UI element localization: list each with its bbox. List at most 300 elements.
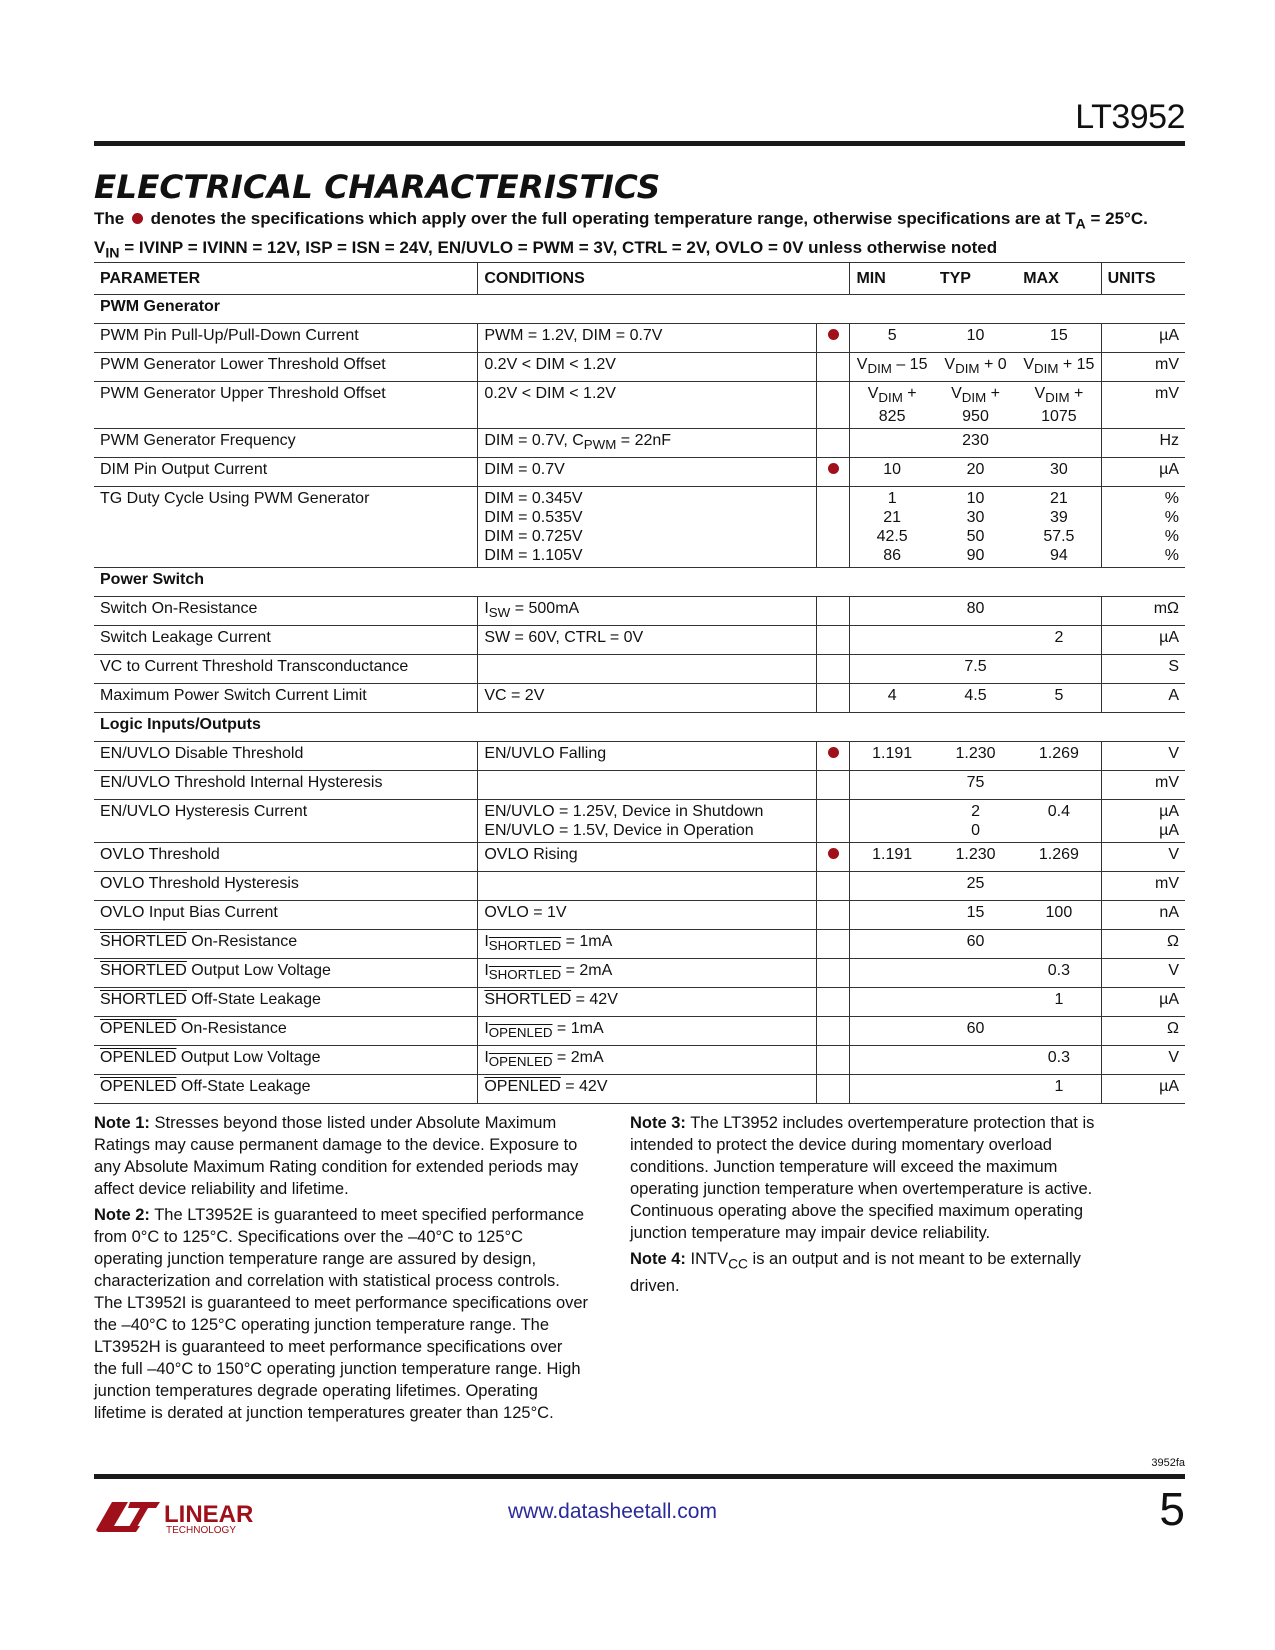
bottom-rule	[94, 1474, 1185, 1479]
param-overline: SHORTLED	[100, 933, 187, 951]
cell-conditions	[478, 429, 817, 458]
cell-parameter: OVLO Threshold	[94, 843, 478, 872]
cell-max: 0.3	[1017, 1046, 1101, 1075]
group-label: Logic Inputs/Outputs	[94, 713, 1185, 742]
value-tail: + 15	[1058, 356, 1095, 373]
cell-min	[850, 1075, 934, 1104]
table-row	[94, 988, 1185, 1017]
cell-min	[850, 901, 934, 930]
intro-line-1	[94, 207, 1189, 236]
cell-line: %	[1164, 490, 1179, 508]
top-rule	[94, 141, 1185, 146]
table-row	[94, 800, 1185, 843]
table-row	[94, 487, 1185, 568]
cell-line: 1075	[1041, 408, 1077, 426]
cell-line: 57.5	[1043, 528, 1075, 546]
cell-max	[1017, 487, 1101, 568]
cell-line: EN/UVLO = 1.5V, Device in Operation	[484, 822, 754, 840]
electrical-characteristics-table	[94, 262, 1185, 1104]
linear-technology-logo	[94, 1496, 254, 1536]
cell-parameter: PWM Generator Upper Threshold Offset	[94, 382, 478, 429]
cell-unit: A	[1101, 684, 1185, 713]
cell-typ: 7.5	[934, 655, 1017, 684]
note-4	[630, 1248, 1130, 1297]
cell-unit: Ω	[1101, 930, 1185, 959]
param-text: Output Low Voltage	[186, 962, 331, 980]
cell-max: 1.269	[1017, 843, 1101, 872]
cond-sub: OPENLED	[488, 1054, 553, 1070]
table-row	[94, 742, 1185, 771]
cell-max	[1017, 429, 1101, 458]
cell-line: 90	[966, 547, 985, 565]
cond-tail: = 1mA	[552, 1020, 604, 1038]
cell-min	[850, 988, 934, 1017]
cell-unit: V	[1101, 843, 1185, 872]
cell-unit: µA	[1101, 324, 1185, 353]
param-overline: OPENLED	[100, 1078, 177, 1096]
cond-tail: = 2mA	[552, 1049, 604, 1067]
cell-unit: Ω	[1101, 1017, 1185, 1046]
cell-min: 5	[850, 324, 934, 353]
group-row	[94, 295, 1185, 324]
cell-temp-range-marker	[816, 901, 850, 930]
cell-conditions	[478, 1075, 817, 1104]
cell-temp-range-marker	[816, 930, 850, 959]
table-header-row	[94, 263, 1185, 295]
cell-line: DIM = 0.725V	[484, 528, 583, 546]
cell-line: 94	[1049, 547, 1068, 565]
cell-temp-range-marker	[816, 1017, 850, 1046]
part-number: LT3952	[1075, 98, 1185, 136]
cell-max: 1	[1017, 988, 1101, 1017]
cell-conditions	[478, 487, 817, 568]
cell-temp-range-marker	[816, 353, 850, 382]
cell-typ: 10	[934, 324, 1017, 353]
cell-unit	[1101, 800, 1185, 843]
cell-max	[1017, 930, 1101, 959]
document-number: 3952fa	[1151, 1457, 1185, 1469]
cell-max: 100	[1017, 901, 1101, 930]
cell-min: 10	[850, 458, 934, 487]
cell-parameter	[94, 930, 478, 959]
bullet-icon	[828, 329, 839, 340]
table-row	[94, 458, 1185, 487]
group-row	[94, 568, 1185, 597]
table-row	[94, 324, 1185, 353]
cell-parameter	[94, 1017, 478, 1046]
cell-typ: 4.5	[934, 684, 1017, 713]
cell-line: %	[1164, 509, 1179, 527]
cell-unit: µA	[1101, 626, 1185, 655]
table-row	[94, 930, 1185, 959]
intro-text-c: = 25°C.	[1085, 209, 1148, 228]
value-tail: + 0	[979, 356, 1007, 373]
cond-tail: = 1mA	[561, 933, 613, 951]
cell-parameter: OVLO Input Bias Current	[94, 901, 478, 930]
cell-typ: 1.230	[934, 742, 1017, 771]
intro-vin: V	[94, 238, 106, 258]
cell-parameter: DIM Pin Output Current	[94, 458, 478, 487]
header-typ: TYP	[934, 263, 1017, 295]
cell-conditions	[478, 597, 817, 626]
cell-line: DIM = 1.105V	[484, 547, 583, 565]
cell-temp-range-marker	[816, 458, 850, 487]
table-row	[94, 626, 1185, 655]
cell-line: 2	[971, 803, 980, 821]
value-var: V	[944, 356, 956, 373]
cell-conditions	[478, 771, 817, 800]
cell-max	[1017, 382, 1101, 429]
cell-line: 21	[1049, 490, 1068, 508]
intro-text	[94, 207, 1189, 266]
cell-temp-range-marker	[816, 429, 850, 458]
cell-typ: 230	[934, 429, 1017, 458]
cell-min: 1.191	[850, 843, 934, 872]
table-row	[94, 684, 1185, 713]
cell-unit: V	[1101, 959, 1185, 988]
table-row	[94, 429, 1185, 458]
cell-parameter: TG Duty Cycle Using PWM Generator	[94, 487, 478, 568]
cell-temp-range-marker	[816, 988, 850, 1017]
cell-typ: 1.230	[934, 843, 1017, 872]
cell-line: %	[1164, 547, 1179, 565]
cell-typ	[934, 988, 1017, 1017]
cell-line	[856, 355, 927, 378]
param-overline: SHORTLED	[100, 962, 187, 980]
logo-subtext: TECHNOLOGY	[166, 1525, 237, 1536]
header-conditions: CONDITIONS	[478, 263, 850, 295]
page-number: 5	[1159, 1483, 1185, 1535]
cell-min	[850, 959, 934, 988]
group-label: PWM Generator	[94, 295, 1185, 324]
param-text: Off-State Leakage	[186, 991, 321, 1009]
intro-text-b: denotes the specifications which apply over the full operating temperature range, otherwise specifications are at T	[145, 209, 1076, 228]
note-2-text: The LT3952E is guaranteed to meet specified performance from 0°C to 125°C. Specifications over the –40°C to 125°C operating junction temperature range are assured by design, characterization and correlation with statistical process controls. The LT3952I is guaranteed to meet performance specifications over the –40°C to 125°C operating junction temperature range. The LT3952H is guaranteed to meet performance specifications over the full –40°C to 150°C operating junction temperature range. High junction temperatures degrade operating lifetimes. Operating lifetime is derated at junction temperatures greater than 125°C.	[94, 1206, 589, 1422]
intro-text-a: The	[94, 209, 129, 228]
cell-line: 0.4	[1047, 803, 1071, 821]
cell-temp-range-marker	[816, 843, 850, 872]
cell-typ	[934, 959, 1017, 988]
cell-temp-range-marker	[816, 324, 850, 353]
cell-min: 4	[850, 684, 934, 713]
table-row	[94, 843, 1185, 872]
cell-min	[850, 626, 934, 655]
cell-unit: mV	[1101, 353, 1185, 382]
cell-min	[850, 930, 934, 959]
cell-parameter	[94, 988, 478, 1017]
note-1-text: Stresses beyond those listed under Absolute Maximum Ratings may cause permanent damage to the device. Exposure to any Absolute Maximum Rating condition for extended periods may affect device reliability and lifetime.	[94, 1114, 579, 1198]
value-sub: DIM	[955, 361, 980, 377]
cell-parameter: EN/UVLO Disable Threshold	[94, 742, 478, 771]
cond-overline: OPENLED	[484, 1078, 561, 1096]
cell-parameter	[94, 1046, 478, 1075]
param-overline: OPENLED	[100, 1020, 177, 1038]
cell-line	[940, 355, 1011, 378]
cell-conditions	[478, 872, 817, 901]
cell-conditions: VC = 2V	[478, 684, 817, 713]
cell-parameter: EN/UVLO Threshold Internal Hysteresis	[94, 771, 478, 800]
cell-line: 825	[878, 408, 906, 426]
cell-unit	[1101, 487, 1185, 568]
cell-conditions: DIM = 0.7V	[478, 458, 817, 487]
cell-conditions	[478, 930, 817, 959]
cell-unit: µA	[1101, 988, 1185, 1017]
note-2	[94, 1204, 589, 1424]
notes-left-column	[94, 1112, 589, 1428]
intro-subscript: A	[1075, 216, 1086, 233]
table-row	[94, 655, 1185, 684]
cell-temp-range-marker	[816, 487, 850, 568]
cell-typ	[934, 626, 1017, 655]
cell-line: 1	[887, 490, 897, 508]
cell-line: µA	[1159, 822, 1179, 840]
value-sub: DIM	[961, 390, 987, 406]
cell-min	[850, 429, 934, 458]
cell-typ: 75	[934, 771, 1017, 800]
value-tail: +	[1069, 385, 1084, 402]
cell-line	[1023, 355, 1094, 378]
cell-unit: S	[1101, 655, 1185, 684]
cell-temp-range-marker	[816, 800, 850, 843]
bullet-icon	[828, 747, 839, 758]
cell-line: 0	[971, 822, 980, 840]
cell-conditions	[478, 655, 817, 684]
value-var: V	[867, 385, 879, 402]
value-var: V	[856, 356, 868, 373]
table-row	[94, 1046, 1185, 1075]
cell-min	[850, 771, 934, 800]
cond-var: I	[484, 600, 489, 618]
param-text: On-Resistance	[176, 1020, 287, 1038]
note-1	[94, 1112, 589, 1200]
cell-line: EN/UVLO = 1.25V, Device in Shutdown	[484, 803, 764, 821]
cell-temp-range-marker	[816, 771, 850, 800]
cell-max	[1017, 655, 1101, 684]
cond-var: I	[484, 1020, 489, 1038]
note-4-sub: CC	[728, 1256, 748, 1272]
cell-conditions	[478, 800, 817, 843]
cell-typ: 15	[934, 901, 1017, 930]
cell-line: 50	[966, 528, 985, 546]
cell-line: 42.5	[876, 528, 908, 546]
cell-max	[1017, 597, 1101, 626]
cell-line	[940, 384, 1011, 407]
notes-right-column	[630, 1112, 1130, 1301]
cell-typ	[934, 800, 1017, 843]
cell-min	[850, 1046, 934, 1075]
cell-typ	[934, 353, 1017, 382]
cond-sub: OPENLED	[488, 1025, 553, 1041]
cond-sub: SHORTLED	[488, 938, 562, 954]
note-1-label: Note 1:	[94, 1114, 150, 1132]
section-title: ELECTRICAL CHARACTERISTICS	[94, 168, 661, 206]
cell-min	[850, 487, 934, 568]
cell-parameter: PWM Generator Lower Threshold Offset	[94, 353, 478, 382]
cell-line	[1023, 384, 1094, 407]
cell-parameter: Switch Leakage Current	[94, 626, 478, 655]
cell-conditions: PWM = 1.2V, DIM = 0.7V	[478, 324, 817, 353]
cell-line: 30	[966, 509, 985, 527]
cell-temp-range-marker	[816, 655, 850, 684]
cond-tail: = 2mA	[561, 962, 613, 980]
cell-typ	[934, 487, 1017, 568]
value-sub: DIM	[1045, 390, 1070, 406]
cell-line: 21	[883, 509, 902, 527]
table-row	[94, 597, 1185, 626]
cell-parameter	[94, 959, 478, 988]
cell-min	[850, 872, 934, 901]
cell-unit: µA	[1101, 1075, 1185, 1104]
param-text: On-Resistance	[186, 933, 298, 951]
cell-conditions	[478, 988, 817, 1017]
value-tail: +	[902, 385, 917, 402]
value-var: V	[1023, 356, 1034, 373]
cell-temp-range-marker	[816, 1046, 850, 1075]
cell-max: 0.3	[1017, 959, 1101, 988]
cell-min	[850, 353, 934, 382]
cell-max: 30	[1017, 458, 1101, 487]
header-max: MAX	[1017, 263, 1101, 295]
note-4-text-a: INTV	[685, 1250, 729, 1268]
cond-overline: SHORTLED	[484, 991, 572, 1009]
cell-typ: 80	[934, 597, 1017, 626]
cell-parameter: OVLO Threshold Hysteresis	[94, 872, 478, 901]
cond-var: I	[484, 1049, 489, 1067]
cell-max: 15	[1017, 324, 1101, 353]
cell-unit: mΩ	[1101, 597, 1185, 626]
table-row	[94, 872, 1185, 901]
value-var: V	[1034, 385, 1046, 402]
cell-conditions	[478, 1046, 817, 1075]
cell-typ: 60	[934, 1017, 1017, 1046]
value-sub: DIM	[878, 390, 903, 406]
logo-wordmark: LINEAR	[164, 1501, 254, 1528]
table-row	[94, 382, 1185, 429]
cell-temp-range-marker	[816, 872, 850, 901]
value-sub: DIM	[867, 361, 892, 377]
cell-typ	[934, 1046, 1017, 1075]
cell-min	[850, 382, 934, 429]
cell-line: 950	[962, 408, 989, 426]
bullet-icon	[828, 848, 839, 859]
cond-tail: = 42V	[560, 1078, 608, 1096]
group-label: Power Switch	[94, 568, 1185, 597]
cell-line: µA	[1159, 803, 1179, 821]
cond-var: I	[484, 933, 489, 951]
param-text: Off-State Leakage	[176, 1078, 311, 1096]
cell-temp-range-marker	[816, 959, 850, 988]
cell-conditions: SW = 60V, CTRL = 0V	[478, 626, 817, 655]
cell-conditions: OVLO = 1V	[478, 901, 817, 930]
cell-line: %	[1164, 528, 1179, 546]
cell-max: 2	[1017, 626, 1101, 655]
cell-max: 1.269	[1017, 742, 1101, 771]
cond-var: I	[484, 962, 489, 980]
cell-parameter	[94, 1075, 478, 1104]
param-overline: SHORTLED	[100, 991, 187, 1009]
table-row	[94, 1017, 1185, 1046]
bullet-icon	[132, 213, 143, 224]
cell-line: 10	[966, 490, 985, 508]
note-4-label: Note 4:	[630, 1250, 686, 1268]
cell-max	[1017, 353, 1101, 382]
website-link[interactable]: www.datasheetall.com	[508, 1500, 717, 1523]
cell-unit: mV	[1101, 771, 1185, 800]
cell-conditions: 0.2V < DIM < 1.2V	[478, 382, 817, 429]
cell-line	[856, 384, 927, 407]
cell-conditions	[478, 959, 817, 988]
cond-tail: = 22nF	[616, 432, 672, 450]
cell-temp-range-marker	[816, 597, 850, 626]
cell-conditions: EN/UVLO Falling	[478, 742, 817, 771]
cell-temp-range-marker	[816, 382, 850, 429]
cell-parameter: PWM Pin Pull-Up/Pull-Down Current	[94, 324, 478, 353]
cell-unit: µA	[1101, 458, 1185, 487]
cond-tail: = 500mA	[510, 600, 580, 618]
intro-conditions: = IVINP = IVINN = 12V, ISP = ISN = 24V, EN/UVLO = PWM = 3V, CTRL = 2V, OVLO = 0V unless otherwise noted	[119, 238, 998, 258]
cell-conditions: OVLO Rising	[478, 843, 817, 872]
cell-temp-range-marker	[816, 684, 850, 713]
header-min: MIN	[850, 263, 934, 295]
value-sub: DIM	[1033, 361, 1059, 377]
cell-parameter: Maximum Power Switch Current Limit	[94, 684, 478, 713]
note-3-text: The LT3952 includes overtemperature protection that is intended to protect the device during momentary overload conditions. Junction temperature will exceed the maximum operating junction temperature when overtemperature is active. Continuous operating above the specified maximum operating junction temperature may impair device reliability.	[630, 1114, 1095, 1242]
cell-max	[1017, 800, 1101, 843]
cell-max	[1017, 1017, 1101, 1046]
value-tail: +	[986, 385, 1000, 402]
cell-unit: Hz	[1101, 429, 1185, 458]
value-tail: – 15	[891, 356, 928, 373]
cell-min	[850, 655, 934, 684]
table-row	[94, 771, 1185, 800]
note-3	[630, 1112, 1130, 1244]
cell-parameter: EN/UVLO Hysteresis Current	[94, 800, 478, 843]
cell-parameter: VC to Current Threshold Transconductance	[94, 655, 478, 684]
param-text: Output Low Voltage	[176, 1049, 321, 1067]
value-var: V	[951, 385, 962, 402]
cell-conditions	[478, 1017, 817, 1046]
cell-line: 86	[883, 547, 902, 565]
cell-temp-range-marker	[816, 742, 850, 771]
cell-typ: 25	[934, 872, 1017, 901]
header-units: UNITS	[1101, 263, 1185, 295]
intro-vin-sub: IN	[105, 245, 120, 262]
cond-sub: SW	[488, 605, 511, 621]
param-overline: OPENLED	[100, 1049, 177, 1067]
cell-line: DIM = 0.535V	[484, 509, 583, 527]
cond-var: DIM = 0.7V, C	[484, 432, 584, 450]
cell-min	[850, 1017, 934, 1046]
cell-unit: mV	[1101, 872, 1185, 901]
cell-min	[850, 800, 934, 843]
cell-min	[850, 597, 934, 626]
note-4-text-b: is an output and is not meant to be externally driven.	[630, 1250, 1081, 1296]
cell-unit: mV	[1101, 382, 1185, 429]
group-row	[94, 713, 1185, 742]
table-row	[94, 1075, 1185, 1104]
cell-min: 1.191	[850, 742, 934, 771]
note-3-label: Note 3:	[630, 1114, 686, 1132]
cond-sub: PWM	[583, 437, 617, 453]
table-row	[94, 901, 1185, 930]
cell-max	[1017, 771, 1101, 800]
cell-unit: V	[1101, 1046, 1185, 1075]
cell-parameter: Switch On-Resistance	[94, 597, 478, 626]
cell-max: 1	[1017, 1075, 1101, 1104]
cell-line: DIM = 0.345V	[484, 490, 583, 508]
bullet-icon	[828, 463, 839, 474]
cell-unit: nA	[1101, 901, 1185, 930]
